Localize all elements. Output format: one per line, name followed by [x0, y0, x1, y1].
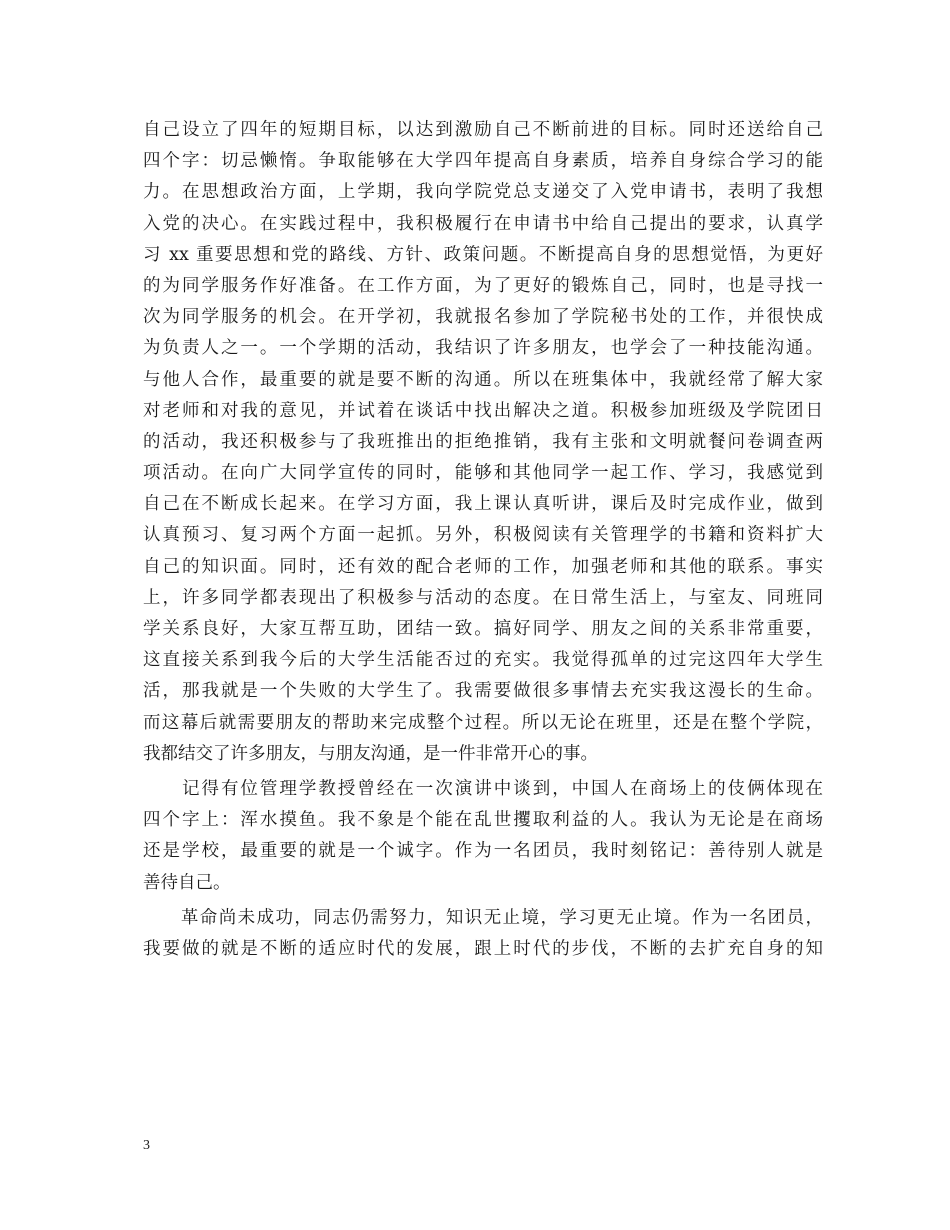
text-line: 四个字：切忌懒惰。争取能够在大学四年提高自身素质，培养自身综合学习的能 [143, 151, 823, 172]
text-line: 对老师和对我的意见，并试着在谈话中找出解决之道。积极参加班级及学院团日 [143, 400, 823, 421]
text-line: 四个字上：浑水摸鱼。我不象是个能在乱世攫取利益的人。我认为无论是在商场 [143, 810, 823, 831]
text-line: 自己在不断成长起来。在学习方面，我上课认真听讲，课后及时完成作业，做到 [143, 494, 823, 515]
page-number: 3 [143, 1138, 150, 1153]
text-line: 上，许多同学都表现出了积极参与活动的态度。在日常生活上，与室友、同班同 [143, 587, 823, 608]
text-line: 的活动，我还积极参与了我班推出的拒绝推销，我有主张和文明就餐问卷调查两 [143, 431, 823, 452]
text-line: 认真预习、复习两个方面一起抓。另外，积极阅读有关管理学的书籍和资料扩大 [143, 525, 823, 546]
paragraph-3 [143, 903, 823, 965]
text-line: 的为同学服务作好准备。在工作方面，为了更好的锻炼自己，同时，也是寻找一 [143, 275, 823, 296]
text-line: 善待自己。 [143, 872, 231, 893]
text-line: 自己设立了四年的短期目标，以达到激励自己不断前进的目标。同时还送给自己 [143, 120, 823, 140]
text-line: 次为同学服务的机会。在开学初，我就报名参加了学院秘书处的工作，并很快成 [143, 307, 823, 328]
body-text [143, 115, 823, 965]
text-line: 我要做的就是不断的适应时代的发展，跟上时代的步伐，不断的去扩充自身的知 [143, 938, 823, 959]
text-line: 记得有位管理学教授曾经在一次演讲中谈到，中国人在商场上的伎俩体现在 [143, 778, 823, 799]
text-line: 习 xx 重要思想和党的路线、方针、政策问题。不断提高自身的思想觉悟，为更好 [143, 244, 823, 265]
text-line: 革命尚未成功，同志仍需努力，知识无止境，学习更无止境。作为一名团员， [143, 907, 823, 928]
text-line: 与他人合作，最重要的就是要不断的沟通。所以在班集体中，我就经常了解大家 [143, 369, 823, 390]
text-line: 还是学校，最重要的就是一个诚字。作为一名团员，我时刻铭记：善待别人就是 [143, 841, 823, 862]
text-line: 活，那我就是一个失败的大学生了。我需要做很多事情去充实我这漫长的生命。 [143, 681, 823, 702]
text-line: 力。在思想政治方面，上学期，我向学院党总支递交了入党申请书，表明了我想 [143, 182, 823, 203]
text-line: 自己的知识面。同时，还有效的配合老师的工作，加强老师和其他的联系。事实 [143, 556, 823, 577]
paragraph-1 [143, 115, 823, 770]
text-line: 这直接关系到我今后的大学生活能否过的充实。我觉得孤单的过完这四年大学生 [143, 650, 823, 671]
text-line: 入党的决心。在实践过程中，我积极履行在申请书中给自己提出的要求，认真学 [143, 213, 823, 234]
text-line: 而这幕后就需要朋友的帮助来完成整个过程。所以无论在班里，还是在整个学院， [143, 712, 823, 733]
text-line: 项活动。在向广大同学宣传的同时，能够和其他同学一起工作、学习，我感觉到 [143, 463, 823, 484]
text-line: 为负责人之一。一个学期的活动，我结识了许多朋友，也学会了一种技能沟通。 [143, 338, 823, 359]
paragraph-2 [143, 774, 823, 899]
text-line: 学关系良好，大家互帮互助，团结一致。搞好同学、朋友之间的关系非常重要， [143, 619, 823, 639]
text-line: 我都结交了许多朋友，与朋友沟通，是一件非常开心的事。 [143, 743, 598, 764]
